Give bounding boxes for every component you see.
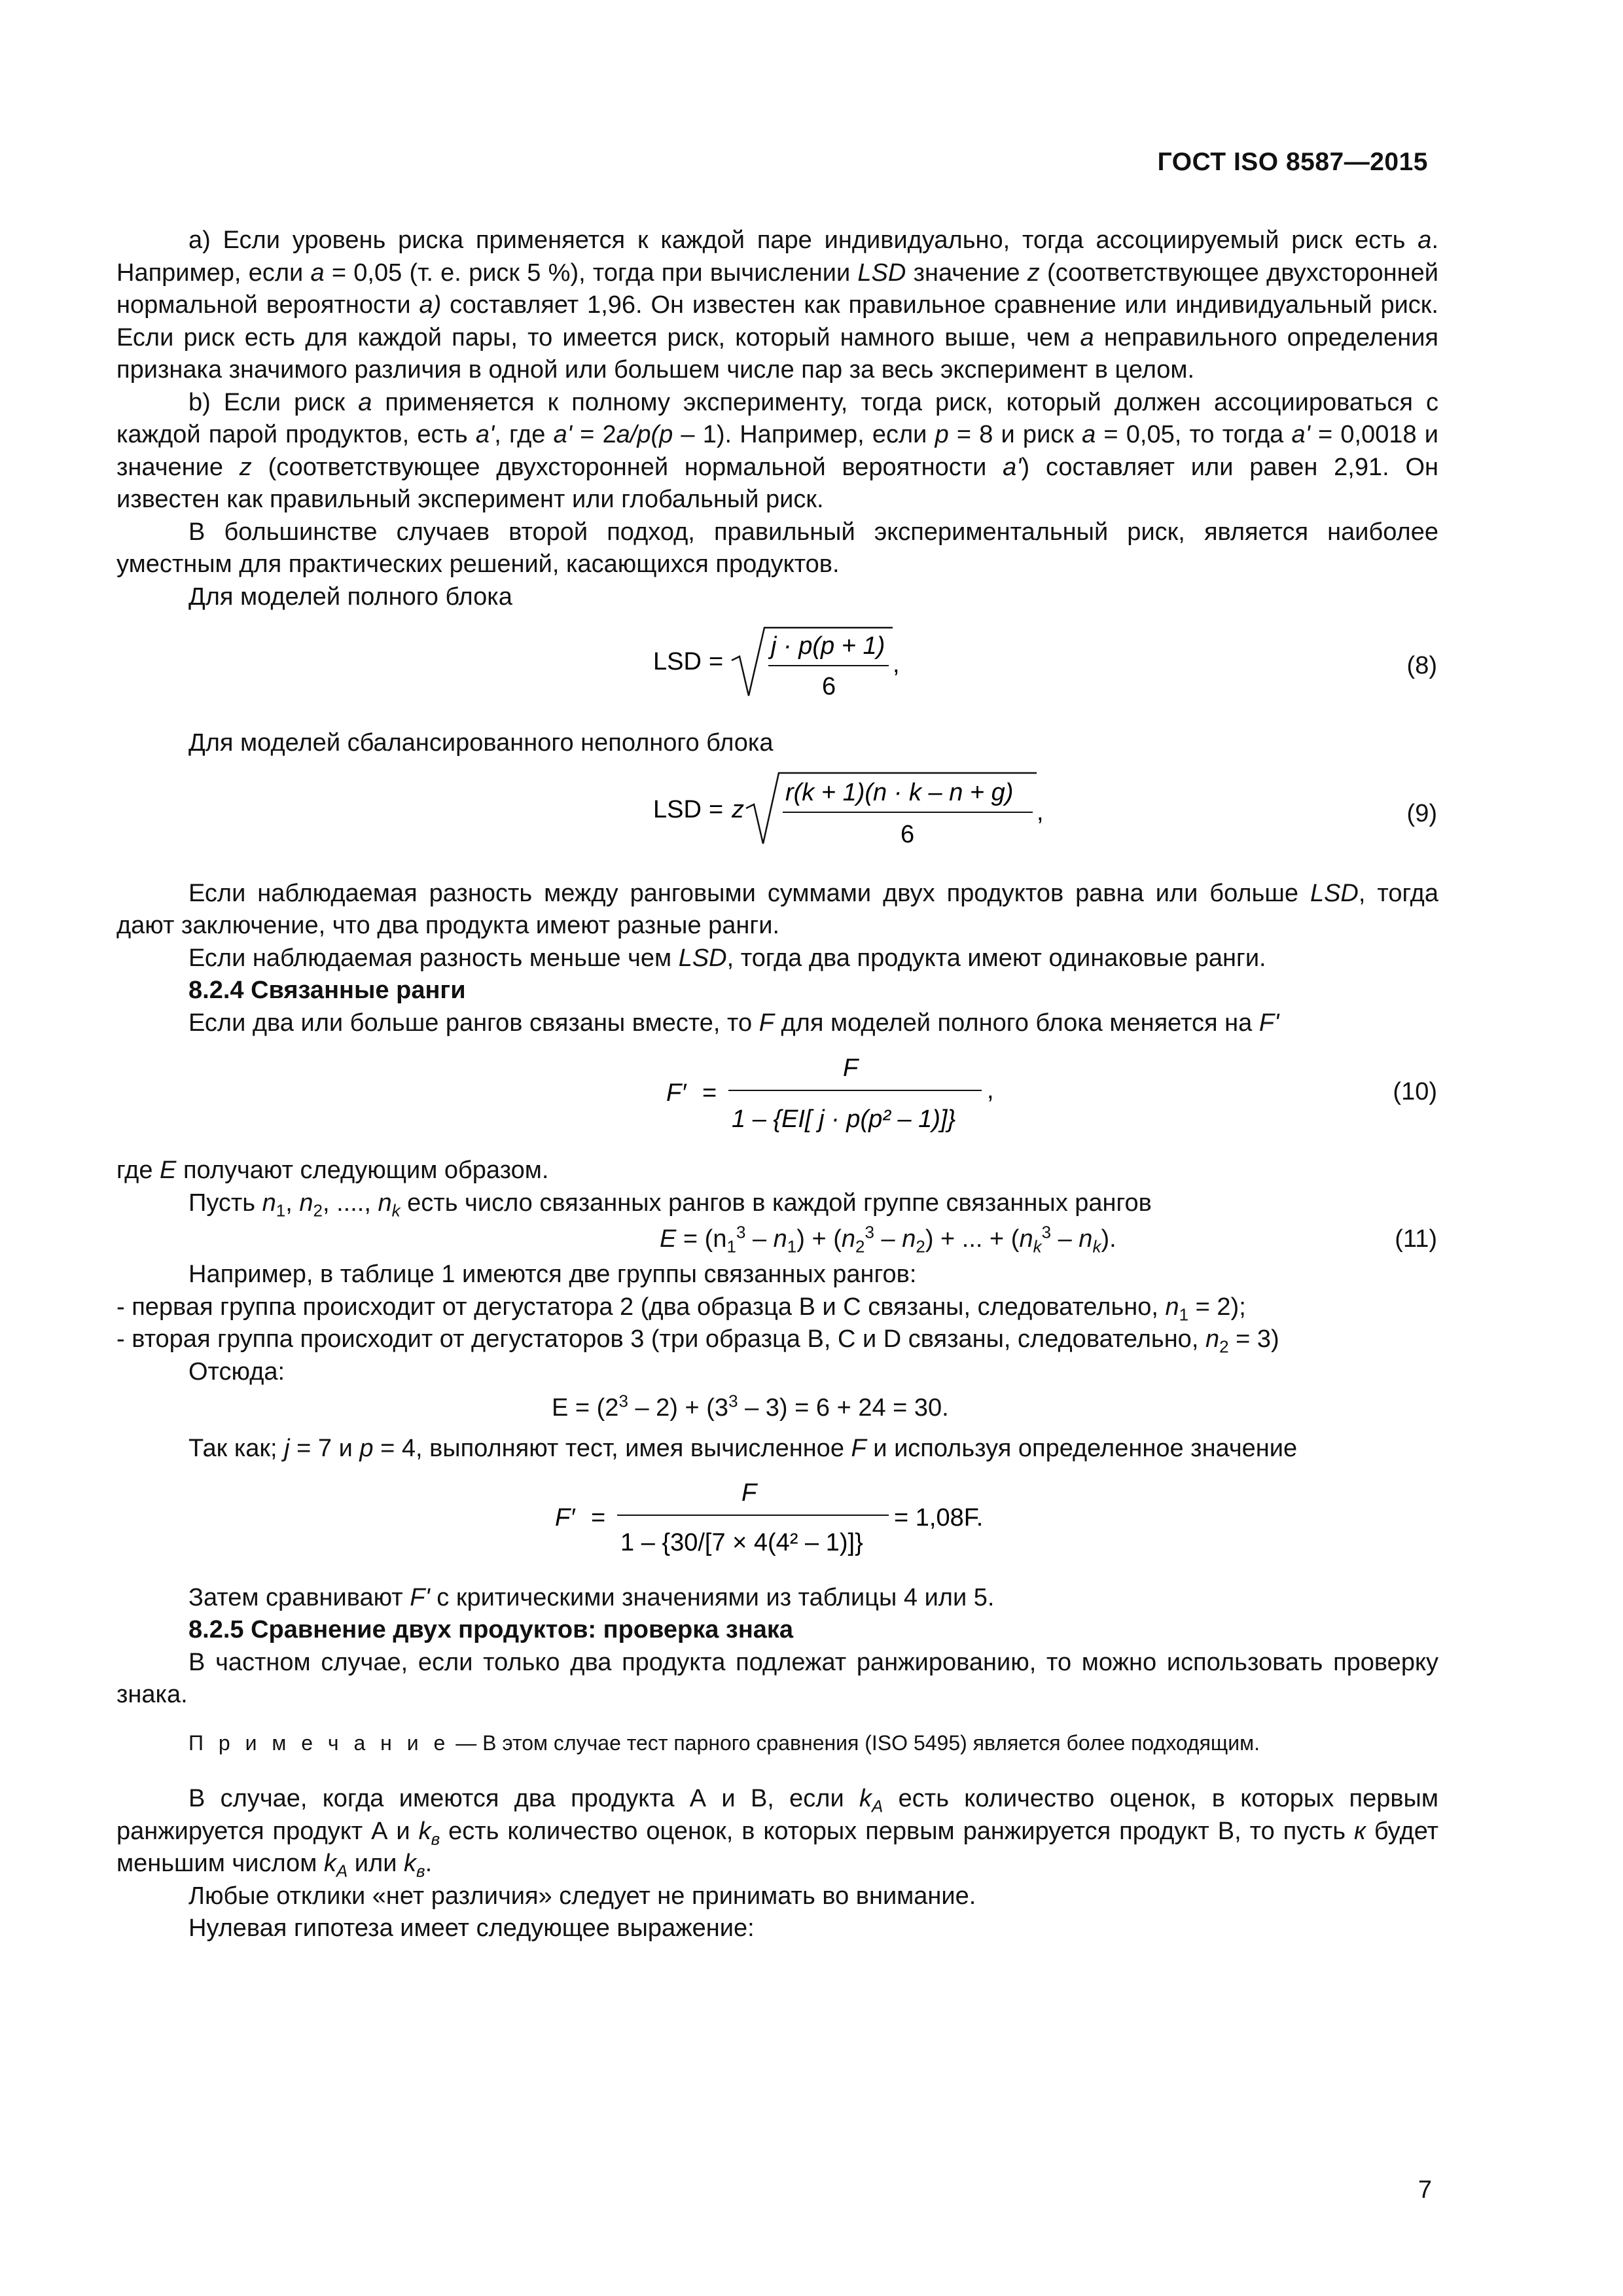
f-calc-denominator: 1 – {30/[7 × 4(4² – 1)]} [620, 1528, 863, 1556]
formula-8-numerator: j · p(p + 1) [771, 632, 885, 660]
formula-10-comma: , [987, 1077, 994, 1104]
f-calc-result: = 1,08F. [894, 1503, 984, 1532]
formula-f-calc [116, 1465, 1438, 1575]
paragraph-two-products: В случае, когда имеются два продукта А и В, если $k_A$ есть количество оценок, в которых первым ранжируется продукт А и $k_в$ есть количество оценок, в которых первым ранжируется продукт В, то пусть к будет меньшим числом $k_A$ или $k_в$. [116, 1785, 1438, 1881]
f-prime-label: F′ [666, 1079, 687, 1107]
formula-8-denominator: 6 [822, 673, 836, 700]
body-text-block [116, 224, 1438, 1945]
paragraph-null-hypothesis: Нулевая гипотеза имеет следующее выражение: [188, 1914, 755, 1942]
formula-8-svg [116, 613, 1438, 713]
equals-sign: = [709, 795, 724, 823]
paragraph-approach: В большинстве случаев второй подход, правильный экспериментальный риск, является наиболее уместным для практических решений, касающихся продуктов. [116, 518, 1438, 578]
equals-sign: = [709, 648, 724, 675]
lsd-label: LSD [653, 795, 702, 823]
formula-9 [116, 760, 1438, 865]
lsd-label: LSD [653, 648, 702, 675]
formula-9-svg [116, 760, 1438, 865]
formula-10-svg [116, 1039, 1438, 1149]
note-text: — В этом случае тест парного сравнения (ISO 5495) является более подходящим. [450, 1731, 1260, 1755]
list-item-group-1: - первая группа происходит от дегустатора 2 (два образца В и С связаны, следовательно, $n_1 = 2$); [116, 1293, 1246, 1325]
paragraph-then: Затем сравнивают F' с критическими значениями из таблицы 4 или 5. [188, 1583, 995, 1611]
formula-8-comma: , [893, 651, 900, 678]
paragraph-bib-block: Для моделей сбалансированного неполного блока [188, 729, 774, 757]
paragraph-where-e: где E получают следующим образом. [116, 1157, 549, 1184]
paragraph-risk-b: b) Если риск a применяется к полному эксперименту, тогда риск, который должен ассоциироваться с каждой парой продуктов, есть a', где a' = 2a/p(p – 1). Например, если p = 8 и риск a = 0,05, то тогда a' = 0,0018 и значение z (соответствующее двухсторонней нормальной вероятности a') составляет или равен 2,91. Он известен как правильный эксперимент или глобальный риск. [116, 388, 1439, 513]
f-calc-numerator: F [741, 1479, 757, 1507]
formula-e-calc [116, 1388, 1438, 1429]
formula-11-expression: $E = (n_1^3 - n_1) + (n_2^3 - n_2)$ + ... + $(n_k^3 - n_k)$. [660, 1222, 1116, 1257]
page-number: 7 [1418, 2176, 1432, 2204]
z-variable: z [732, 795, 744, 823]
equation-9-number: (9) [1406, 799, 1437, 827]
formula-10-denominator: 1 – {EI[ j · p(p² – 1)]} [732, 1105, 956, 1133]
paragraph-no-difference: Любые отклики «нет различия» следует не принимать во внимание. [188, 1882, 976, 1910]
paragraph-let-n: Пусть $n_1$, $n_2$, ...., $n_k$ есть число связанных рангов в каждой группе связанных рангов [188, 1189, 1152, 1221]
equation-10-number: (10) [1393, 1078, 1437, 1105]
paragraph-since: Так как; j = 7 и p = 4, выполняют тест, имея вычисленное F и используя определенное значение [188, 1435, 1298, 1462]
formula-9-denominator: 6 [901, 820, 915, 848]
equals-sign: = [702, 1079, 717, 1107]
document-header: ГОСТ ISO 8587—2015 [1157, 148, 1428, 176]
paragraph-risk-a: а) Если уровень риска применяется к каждой паре индивидуально, тогда ассоциируемый риск есть a. Например, если a = 0,05 (т. е. риск 5 %), тогда при вычислении LSD значение z (соответствующее двухсторонней нормальной вероятности a) составляет 1,96. Он известен как правильное сравнение или индивидуальный риск. Если риск есть для каждой пары, то имеется риск, который намного выше, чем a неправильного определения признака значимого различия в одной или большем числе пар за весь эксперимент в целом. [116, 226, 1439, 384]
e-calc-expression: $E = (2^3 - 2) + (3^3 - 3) = 6 + 24 = 30$. [552, 1391, 949, 1422]
formula-8 [116, 613, 1438, 713]
paragraph-lsd-greater: Если наблюдаемая разность между ранговыми суммами двух продуктов равна или больше LSD, тогда дают заключение, что два продукта имеют разные ранги. [116, 879, 1438, 939]
paragraph-example: Например, в таблице 1 имеются две группы связанных рангов: [188, 1261, 917, 1288]
equation-11-number: (11) [1395, 1225, 1437, 1253]
f-prime-label: F′ [555, 1503, 575, 1532]
paragraph-lsd-less: Если наблюдаемая разность меньше чем LSD, тогда два продукта имеют одинаковые ранги. [188, 944, 1266, 972]
formula-9-comma: , [1037, 798, 1044, 826]
equals-sign: = [591, 1503, 606, 1532]
formula-f-calc-svg [116, 1465, 1438, 1575]
equation-8-number: (8) [1406, 652, 1437, 679]
section-8-2-4-heading: 8.2.4 Связанные ранги [188, 977, 466, 1004]
note-paragraph [116, 1727, 1438, 1760]
paragraph-ties: Если два или больше рангов связаны вместе, то F для моделей полного блока меняется на F' [188, 1009, 1279, 1037]
list-item-group-2: - вторая группа происходит от дегустаторов 3 (три образца В, С и D связаны, следовательно, $n_2 = 3$) [116, 1325, 1279, 1357]
section-8-2-5-heading: 8.2.5 Сравнение двух продуктов: проверка знака [188, 1616, 794, 1643]
formula-9-numerator: r(k + 1)(n · k – n + g) [785, 778, 1014, 806]
paragraph-sign-test: В частном случае, если только два продукта подлежат ранжированию, то можно использовать проверку знака. [116, 1648, 1438, 1708]
paragraph-full-block: Для моделей полного блока [188, 583, 512, 611]
formula-10-numerator: F [843, 1054, 859, 1082]
note-label: П р и м е ч а н и е [188, 1731, 450, 1755]
paragraph-hence: Отсюда: [188, 1357, 285, 1386]
formula-10 [116, 1039, 1438, 1149]
formula-11 [116, 1219, 1438, 1259]
